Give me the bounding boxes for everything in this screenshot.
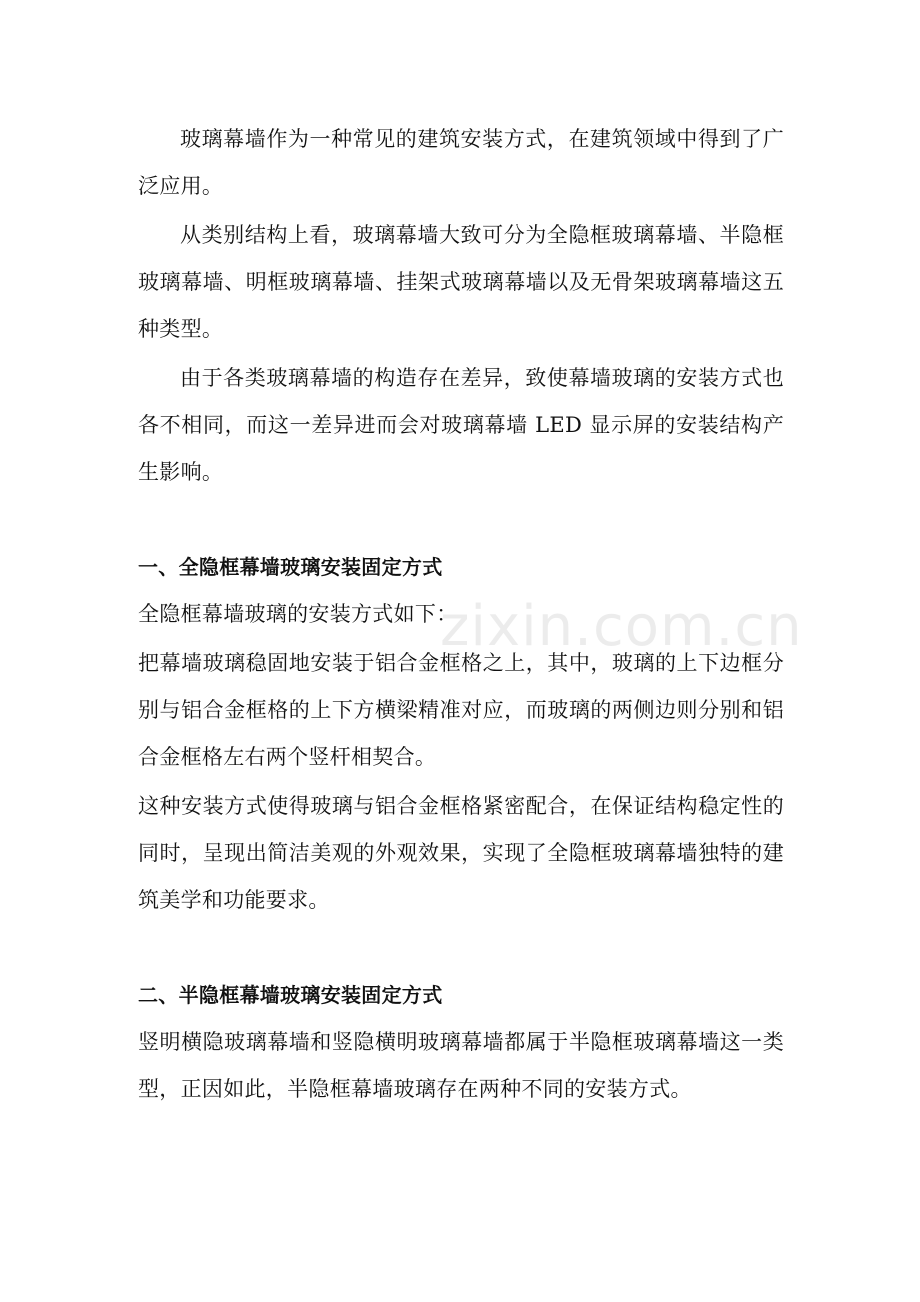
section-1-paragraph-1: 全隐框幕墙玻璃的安装方式如下： bbox=[138, 602, 458, 626]
section-2-paragraph-1: 竖明横隐玻璃幕墙和竖隐横明玻璃幕墙都属于半隐框玻璃幕墙这一类型，正因如此，半隐框幕墙玻璃存在两种不同的安装方式。 bbox=[138, 1030, 784, 1101]
section-1-paragraph-3: 这种安装方式使得玻璃与铝合金框格紧密配合，在保证结构稳定性的同时，呈现出简洁美观的外观效果，实现了全隐框玻璃幕墙独特的建筑美学和功能要求。 bbox=[138, 794, 784, 912]
intro-paragraph-1: 玻璃幕墙作为一种常见的建筑安装方式，在建筑领域中得到了广泛应用。 bbox=[138, 127, 784, 198]
section-1-paragraph-2: 把幕墙玻璃稳固地安装于铝合金框格之上，其中，玻璃的上下边框分别与铝合金框格的上下方横梁精准对应，而玻璃的两侧边则分别和铝合金框格左右两个竖杆相契合。 bbox=[138, 651, 784, 769]
watermark: zixin.com.cn bbox=[440, 594, 803, 659]
section-spacer bbox=[138, 924, 784, 972]
intro-paragraph-3: 由于各类玻璃幕墙的构造存在差异，致使幕墙玻璃的安装方式也各不相同，而这一差异进而会对玻璃幕墙 LED 显示屏的安装结构产生影响。 bbox=[138, 366, 784, 484]
section-2-heading: 二、半隐框幕墙玻璃安装固定方式 bbox=[138, 983, 443, 1007]
intro-paragraph-2: 从类别结构上看，玻璃幕墙大致可分为全隐框玻璃幕墙、半隐框玻璃幕墙、明框玻璃幕墙、挂架式玻璃幕墙以及无骨架玻璃幕墙这五种类型。 bbox=[138, 223, 784, 341]
section-spacer bbox=[138, 496, 784, 544]
section-1-heading: 一、全隐框幕墙玻璃安装固定方式 bbox=[138, 555, 443, 579]
